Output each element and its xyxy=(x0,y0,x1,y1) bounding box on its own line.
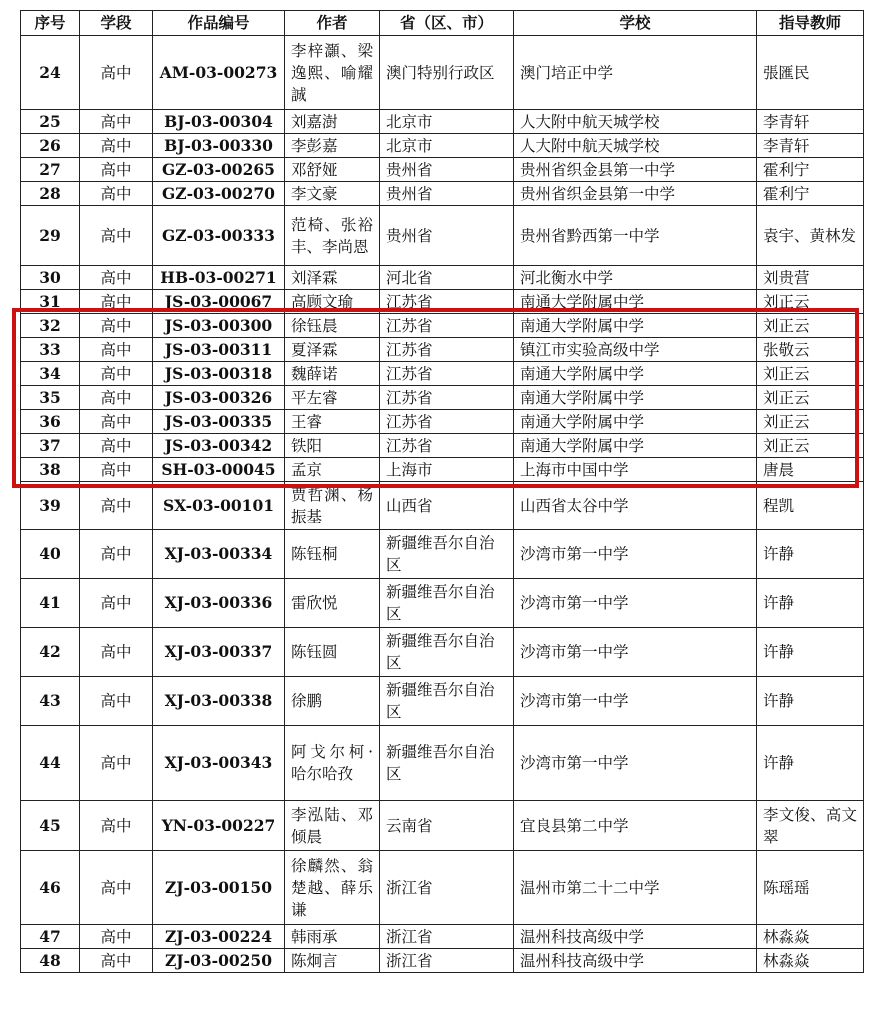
cell-province: 新疆维吾尔自治区 xyxy=(380,677,514,726)
cell-no: 46 xyxy=(21,851,80,925)
cell-province: 澳门特别行政区 xyxy=(380,36,514,110)
cell-author: 陈钰圆 xyxy=(285,628,380,677)
cell-teacher: 张敬云 xyxy=(757,338,864,362)
header-cell-province: 省（区、市） xyxy=(380,11,514,36)
cell-author: 陈钰桐 xyxy=(285,530,380,579)
cell-school: 温州科技高级中学 xyxy=(514,925,757,949)
table-row xyxy=(21,801,864,851)
cell-teacher: 唐晨 xyxy=(757,458,864,482)
cell-school: 上海市中国中学 xyxy=(514,458,757,482)
header-cell-teacher: 指导教师 xyxy=(757,11,864,36)
cell-province: 浙江省 xyxy=(380,925,514,949)
awards-table xyxy=(20,10,864,973)
cell-author: 李文豪 xyxy=(285,182,380,206)
cell-school: 南通大学附属中学 xyxy=(514,362,757,386)
cell-teacher: 李青轩 xyxy=(757,134,864,158)
cell-work-id: ZJ-03-00150 xyxy=(153,851,285,925)
cell-author: 刘嘉澍 xyxy=(285,110,380,134)
cell-teacher: 林淼焱 xyxy=(757,949,864,973)
cell-province: 新疆维吾尔自治区 xyxy=(380,726,514,801)
cell-work-id: XJ-03-00343 xyxy=(153,726,285,801)
cell-teacher: 刘正云 xyxy=(757,314,864,338)
header-cell-stage: 学段 xyxy=(80,11,153,36)
cell-stage: 高中 xyxy=(80,434,153,458)
table-row xyxy=(21,851,864,925)
cell-no: 36 xyxy=(21,410,80,434)
cell-work-id: XJ-03-00338 xyxy=(153,677,285,726)
cell-school: 河北衡水中学 xyxy=(514,266,757,290)
cell-author: 王睿 xyxy=(285,410,380,434)
cell-author: 邓舒娅 xyxy=(285,158,380,182)
cell-school: 沙湾市第一中学 xyxy=(514,628,757,677)
cell-province: 江苏省 xyxy=(380,386,514,410)
table-row xyxy=(21,206,864,266)
cell-school: 南通大学附属中学 xyxy=(514,290,757,314)
cell-province: 江苏省 xyxy=(380,410,514,434)
table-row xyxy=(21,677,864,726)
cell-stage: 高中 xyxy=(80,482,153,530)
cell-stage: 高中 xyxy=(80,338,153,362)
cell-author: 陈炯言 xyxy=(285,949,380,973)
cell-teacher: 李文俊、高文翠 xyxy=(757,801,864,851)
cell-work-id: GZ-03-00270 xyxy=(153,182,285,206)
cell-work-id: GZ-03-00265 xyxy=(153,158,285,182)
cell-no: 32 xyxy=(21,314,80,338)
cell-work-id: JS-03-00067 xyxy=(153,290,285,314)
cell-province: 新疆维吾尔自治区 xyxy=(380,530,514,579)
header-cell-work-id: 作品编号 xyxy=(153,11,285,36)
cell-stage: 高中 xyxy=(80,579,153,628)
table-row xyxy=(21,726,864,801)
cell-province: 贵州省 xyxy=(380,182,514,206)
cell-province: 山西省 xyxy=(380,482,514,530)
cell-no: 41 xyxy=(21,579,80,628)
cell-school: 贵州省黔西第一中学 xyxy=(514,206,757,266)
cell-no: 38 xyxy=(21,458,80,482)
cell-stage: 高中 xyxy=(80,110,153,134)
cell-stage: 高中 xyxy=(80,925,153,949)
cell-author: 徐鹏 xyxy=(285,677,380,726)
cell-author: 阿戈尔柯·哈尔哈孜 xyxy=(285,726,380,801)
cell-work-id: YN-03-00227 xyxy=(153,801,285,851)
cell-school: 澳门培正中学 xyxy=(514,36,757,110)
cell-stage: 高中 xyxy=(80,949,153,973)
table-row xyxy=(21,458,864,482)
cell-work-id: JS-03-00311 xyxy=(153,338,285,362)
cell-school: 沙湾市第一中学 xyxy=(514,579,757,628)
cell-teacher: 刘贵营 xyxy=(757,266,864,290)
cell-school: 宜良县第二中学 xyxy=(514,801,757,851)
cell-no: 24 xyxy=(21,36,80,110)
cell-stage: 高中 xyxy=(80,851,153,925)
cell-stage: 高中 xyxy=(80,266,153,290)
cell-author: 平左睿 xyxy=(285,386,380,410)
table-row xyxy=(21,628,864,677)
cell-work-id: XJ-03-00336 xyxy=(153,579,285,628)
cell-work-id: ZJ-03-00250 xyxy=(153,949,285,973)
header-cell-author: 作者 xyxy=(285,11,380,36)
cell-work-id: JS-03-00335 xyxy=(153,410,285,434)
cell-no: 45 xyxy=(21,801,80,851)
cell-school: 南通大学附属中学 xyxy=(514,410,757,434)
table-row xyxy=(21,434,864,458)
cell-stage: 高中 xyxy=(80,386,153,410)
table-row xyxy=(21,362,864,386)
cell-teacher: 霍利宁 xyxy=(757,182,864,206)
cell-school: 南通大学附属中学 xyxy=(514,434,757,458)
cell-province: 云南省 xyxy=(380,801,514,851)
cell-teacher: 刘正云 xyxy=(757,362,864,386)
cell-work-id: JS-03-00326 xyxy=(153,386,285,410)
cell-author: 李彭嘉 xyxy=(285,134,380,158)
cell-stage: 高中 xyxy=(80,530,153,579)
cell-stage: 高中 xyxy=(80,458,153,482)
cell-no: 47 xyxy=(21,925,80,949)
table-row xyxy=(21,925,864,949)
cell-author: 刘泽霖 xyxy=(285,266,380,290)
cell-work-id: JS-03-00318 xyxy=(153,362,285,386)
cell-work-id: AM-03-00273 xyxy=(153,36,285,110)
table-row xyxy=(21,314,864,338)
cell-author: 雷欣悦 xyxy=(285,579,380,628)
cell-school: 镇江市实验高级中学 xyxy=(514,338,757,362)
cell-teacher: 刘正云 xyxy=(757,290,864,314)
cell-teacher: 程凯 xyxy=(757,482,864,530)
cell-work-id: XJ-03-00337 xyxy=(153,628,285,677)
cell-school: 贵州省织金县第一中学 xyxy=(514,182,757,206)
cell-province: 新疆维吾尔自治区 xyxy=(380,579,514,628)
cell-no: 37 xyxy=(21,434,80,458)
cell-stage: 高中 xyxy=(80,182,153,206)
table-row xyxy=(21,134,864,158)
cell-author: 韩雨承 xyxy=(285,925,380,949)
cell-stage: 高中 xyxy=(80,158,153,182)
cell-teacher: 许静 xyxy=(757,628,864,677)
table-row xyxy=(21,386,864,410)
cell-work-id: GZ-03-00333 xyxy=(153,206,285,266)
cell-stage: 高中 xyxy=(80,801,153,851)
cell-school: 温州市第二十二中学 xyxy=(514,851,757,925)
cell-teacher: 刘正云 xyxy=(757,386,864,410)
cell-work-id: BJ-03-00304 xyxy=(153,110,285,134)
cell-school: 南通大学附属中学 xyxy=(514,386,757,410)
cell-province: 浙江省 xyxy=(380,949,514,973)
table-row xyxy=(21,266,864,290)
cell-no: 27 xyxy=(21,158,80,182)
cell-author: 夏泽霖 xyxy=(285,338,380,362)
cell-stage: 高中 xyxy=(80,726,153,801)
cell-no: 43 xyxy=(21,677,80,726)
cell-no: 44 xyxy=(21,726,80,801)
cell-stage: 高中 xyxy=(80,628,153,677)
cell-author: 徐麟然、翁楚越、薛乐谦 xyxy=(285,851,380,925)
cell-teacher: 许静 xyxy=(757,726,864,801)
cell-school: 沙湾市第一中学 xyxy=(514,677,757,726)
cell-no: 29 xyxy=(21,206,80,266)
cell-province: 河北省 xyxy=(380,266,514,290)
cell-teacher: 刘正云 xyxy=(757,410,864,434)
cell-work-id: JS-03-00342 xyxy=(153,434,285,458)
header-cell-no: 序号 xyxy=(21,11,80,36)
cell-no: 26 xyxy=(21,134,80,158)
header-cell-school: 学校 xyxy=(514,11,757,36)
cell-school: 人大附中航天城学校 xyxy=(514,134,757,158)
cell-stage: 高中 xyxy=(80,36,153,110)
cell-author: 李泓陆、邓倾晨 xyxy=(285,801,380,851)
cell-teacher: 李青轩 xyxy=(757,110,864,134)
cell-no: 25 xyxy=(21,110,80,134)
cell-author: 范椅、张裕丰、李尚恩 xyxy=(285,206,380,266)
cell-school: 温州科技高级中学 xyxy=(514,949,757,973)
cell-author: 贾哲渊、杨振基 xyxy=(285,482,380,530)
table-row xyxy=(21,338,864,362)
table-row xyxy=(21,410,864,434)
cell-school: 南通大学附属中学 xyxy=(514,314,757,338)
cell-stage: 高中 xyxy=(80,362,153,386)
cell-province: 江苏省 xyxy=(380,338,514,362)
cell-school: 沙湾市第一中学 xyxy=(514,530,757,579)
cell-no: 48 xyxy=(21,949,80,973)
cell-province: 贵州省 xyxy=(380,206,514,266)
cell-school: 山西省太谷中学 xyxy=(514,482,757,530)
table-row xyxy=(21,182,864,206)
cell-province: 江苏省 xyxy=(380,314,514,338)
cell-teacher: 刘正云 xyxy=(757,434,864,458)
cell-province: 北京市 xyxy=(380,134,514,158)
table-row xyxy=(21,158,864,182)
cell-stage: 高中 xyxy=(80,314,153,338)
cell-province: 新疆维吾尔自治区 xyxy=(380,628,514,677)
cell-no: 34 xyxy=(21,362,80,386)
cell-author: 魏薛诺 xyxy=(285,362,380,386)
cell-work-id: SX-03-00101 xyxy=(153,482,285,530)
cell-author: 高顾文瑜 xyxy=(285,290,380,314)
cell-province: 江苏省 xyxy=(380,290,514,314)
cell-teacher: 袁宇、黄林发 xyxy=(757,206,864,266)
cell-province: 上海市 xyxy=(380,458,514,482)
cell-work-id: JS-03-00300 xyxy=(153,314,285,338)
cell-teacher: 張匯民 xyxy=(757,36,864,110)
table-row xyxy=(21,530,864,579)
cell-school: 贵州省织金县第一中学 xyxy=(514,158,757,182)
cell-teacher: 许静 xyxy=(757,579,864,628)
cell-no: 28 xyxy=(21,182,80,206)
table-row xyxy=(21,949,864,973)
cell-author: 铁阳 xyxy=(285,434,380,458)
cell-province: 浙江省 xyxy=(380,851,514,925)
cell-no: 39 xyxy=(21,482,80,530)
cell-no: 40 xyxy=(21,530,80,579)
cell-author: 徐钰晨 xyxy=(285,314,380,338)
cell-no: 35 xyxy=(21,386,80,410)
cell-stage: 高中 xyxy=(80,134,153,158)
table-row xyxy=(21,482,864,530)
cell-author: 孟京 xyxy=(285,458,380,482)
cell-work-id: SH-03-00045 xyxy=(153,458,285,482)
table-row xyxy=(21,36,864,110)
cell-teacher: 陈瑶瑶 xyxy=(757,851,864,925)
cell-work-id: XJ-03-00334 xyxy=(153,530,285,579)
cell-no: 30 xyxy=(21,266,80,290)
cell-stage: 高中 xyxy=(80,677,153,726)
cell-stage: 高中 xyxy=(80,206,153,266)
cell-no: 33 xyxy=(21,338,80,362)
cell-province: 北京市 xyxy=(380,110,514,134)
cell-province: 贵州省 xyxy=(380,158,514,182)
cell-school: 人大附中航天城学校 xyxy=(514,110,757,134)
cell-teacher: 许静 xyxy=(757,530,864,579)
header-row xyxy=(21,11,864,36)
cell-work-id: ZJ-03-00224 xyxy=(153,925,285,949)
table-row xyxy=(21,579,864,628)
cell-author: 李梓灝、梁逸熙、喻耀誠 xyxy=(285,36,380,110)
cell-stage: 高中 xyxy=(80,290,153,314)
cell-province: 江苏省 xyxy=(380,434,514,458)
cell-teacher: 霍利宁 xyxy=(757,158,864,182)
cell-province: 江苏省 xyxy=(380,362,514,386)
cell-stage: 高中 xyxy=(80,410,153,434)
cell-no: 42 xyxy=(21,628,80,677)
cell-teacher: 林淼焱 xyxy=(757,925,864,949)
cell-work-id: HB-03-00271 xyxy=(153,266,285,290)
table-row xyxy=(21,290,864,314)
cell-no: 31 xyxy=(21,290,80,314)
cell-work-id: BJ-03-00330 xyxy=(153,134,285,158)
cell-teacher: 许静 xyxy=(757,677,864,726)
cell-school: 沙湾市第一中学 xyxy=(514,726,757,801)
table-row xyxy=(21,110,864,134)
